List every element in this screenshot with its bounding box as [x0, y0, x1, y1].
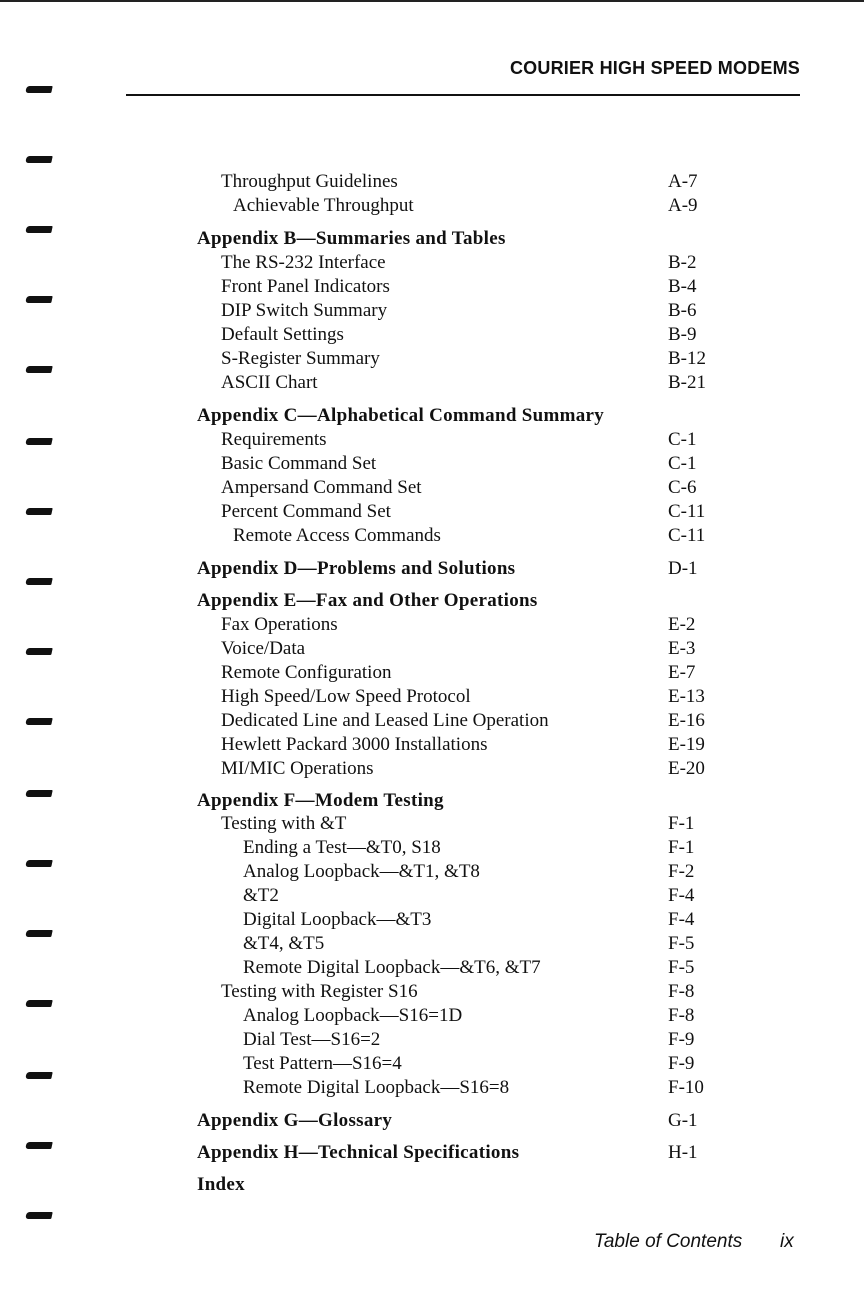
toc-entry [0, 476, 864, 500]
toc-entry-title: Remote Digital Loopback—&T6, &T7 [243, 957, 541, 978]
toc-entry-title: Voice/Data [221, 638, 306, 659]
toc-entry-title: Appendix B—Summaries and Tables [197, 228, 506, 249]
toc-entry-page: E-20 [668, 758, 705, 779]
toc-entry [0, 452, 864, 476]
toc-entry-title: Digital Loopback—&T3 [243, 909, 432, 930]
toc-entry-title: Requirements [221, 429, 327, 450]
toc-entry-page: B-9 [668, 324, 697, 345]
toc-entry-title: Fax Operations [221, 614, 338, 635]
toc-entry-page: D-1 [668, 558, 698, 579]
toc-entry-page: F-8 [668, 1005, 695, 1026]
toc-entry-title: &T2 [243, 885, 279, 906]
toc-entry-title: ASCII Chart [221, 372, 318, 393]
toc-entry [0, 757, 864, 781]
toc-entry-title: Analog Loopback—S16=1D [243, 1005, 463, 1026]
toc-entry [0, 299, 864, 323]
toc-appendix-entry [0, 789, 864, 813]
toc-entry [0, 1004, 864, 1028]
toc-entry-page: B-6 [668, 300, 697, 321]
toc-entry-title: Remote Configuration [221, 662, 392, 683]
toc-entry [0, 1052, 864, 1076]
toc-entry-page: B-12 [668, 348, 706, 369]
toc-entry-page: E-13 [668, 686, 705, 707]
toc-entry-title: DIP Switch Summary [221, 300, 388, 321]
toc-entry [0, 884, 864, 908]
toc-entry-page: A-7 [668, 171, 698, 192]
toc-entry-title: &T4, &T5 [243, 933, 325, 954]
toc-entry-title: Dial Test—S16=2 [243, 1029, 381, 1050]
toc-entry-title: Achievable Throughput [233, 195, 414, 216]
toc-entry-page: F-1 [668, 837, 695, 858]
toc-entry [0, 685, 864, 709]
toc-entry [0, 371, 864, 395]
toc-entry-title: Front Panel Indicators [221, 276, 390, 297]
toc-entry-title: Ending a Test—&T0, S18 [243, 837, 441, 858]
toc-entry [0, 323, 864, 347]
toc-entry [0, 661, 864, 685]
toc-entry-title: Testing with &T [221, 813, 347, 834]
toc-entry-title: The RS-232 Interface [221, 252, 386, 273]
toc-appendix-entry [0, 1141, 864, 1165]
toc-entry [0, 428, 864, 452]
toc-entry-page: E-16 [668, 710, 705, 731]
toc-entry-page: B-21 [668, 372, 706, 393]
toc-entry-page: F-9 [668, 1029, 695, 1050]
toc-entry-title: Hewlett Packard 3000 Installations [221, 734, 488, 755]
toc-entry [0, 980, 864, 1004]
toc-appendix-entry [0, 557, 864, 581]
toc-entry [0, 1028, 864, 1052]
toc-entry-title: Dedicated Line and Leased Line Operation [221, 710, 549, 731]
toc-entry [0, 908, 864, 932]
toc-appendix-entry [0, 1173, 864, 1197]
toc-entry-title: High Speed/Low Speed Protocol [221, 686, 471, 707]
toc-entry-title: Remote Access Commands [233, 525, 441, 546]
toc-entry-page: C-11 [668, 501, 706, 522]
toc-entry-page: F-8 [668, 981, 695, 1002]
toc-entry [0, 194, 864, 218]
toc-entry [0, 956, 864, 980]
toc-entry-page: B-2 [668, 252, 697, 273]
toc-entry-page: A-9 [668, 195, 698, 216]
toc-entry-page: C-6 [668, 477, 697, 498]
toc-appendix-entry [0, 589, 864, 613]
toc-entry-title: Appendix D—Problems and Solutions [197, 558, 516, 579]
toc-entry-title: Appendix G—Glossary [197, 1110, 393, 1131]
toc-entry-title: Analog Loopback—&T1, &T8 [243, 861, 480, 882]
toc-entry-title: Throughput Guidelines [221, 171, 398, 192]
toc-appendix-entry [0, 1109, 864, 1133]
toc-entry-page: F-5 [668, 957, 695, 978]
toc-entry-page: F-2 [668, 861, 695, 882]
toc-entry-page: B-4 [668, 276, 697, 297]
toc-entry-title: MI/MIC Operations [221, 758, 374, 779]
toc-entry [0, 524, 864, 548]
toc-entry-page: F-4 [668, 909, 695, 930]
toc-entry [0, 812, 864, 836]
toc-entry-title: Appendix H—Technical Specifications [197, 1142, 520, 1163]
footer-page-number: ix [780, 1231, 794, 1252]
toc-entry [0, 733, 864, 757]
toc-entry-title: Percent Command Set [221, 501, 391, 522]
toc-entry [0, 275, 864, 299]
toc-entry-page: H-1 [668, 1142, 698, 1163]
toc-entry [0, 932, 864, 956]
toc-entry-title: Appendix C—Alphabetical Command Summary [197, 405, 605, 426]
toc-entry [0, 347, 864, 371]
toc-entry-title: Remote Digital Loopback—S16=8 [243, 1077, 510, 1098]
toc-entry-page: C-1 [668, 429, 697, 450]
toc-entry-page: C-11 [668, 525, 706, 546]
toc-entry-page: E-3 [668, 638, 696, 659]
toc-entry [0, 613, 864, 637]
toc-entry [0, 1076, 864, 1100]
toc-entry [0, 637, 864, 661]
toc-entry [0, 860, 864, 884]
toc-entry-page: C-1 [668, 453, 697, 474]
toc-entry-page: F-10 [668, 1077, 704, 1098]
toc-entry-page: F-5 [668, 933, 695, 954]
toc-entry-title: Appendix F—Modem Testing [197, 790, 444, 811]
toc-entry-title: Test Pattern—S16=4 [243, 1053, 402, 1074]
toc-entry-page: E-7 [668, 662, 696, 683]
toc-entry-page: F-4 [668, 885, 695, 906]
toc-entry-title: Appendix E—Fax and Other Operations [197, 590, 538, 611]
toc-entry-page: F-1 [668, 813, 695, 834]
toc-entry-title: Testing with Register S16 [221, 981, 418, 1002]
toc-entry-page: F-9 [668, 1053, 695, 1074]
toc-appendix-entry [0, 227, 864, 251]
toc-entry [0, 709, 864, 733]
toc-entry [0, 170, 864, 194]
running-header-title: COURIER HIGH SPEED MODEMS [509, 58, 800, 78]
toc-entry-page: E-2 [668, 614, 696, 635]
toc-entry [0, 836, 864, 860]
toc-entry-title: S-Register Summary [221, 348, 380, 369]
toc-appendix-entry [0, 404, 864, 428]
toc-entry-page: G-1 [668, 1110, 698, 1131]
toc-entry-page: E-19 [668, 734, 705, 755]
toc-entry-title: Index [197, 1174, 245, 1195]
toc-entry [0, 500, 864, 524]
toc-entry-title: Basic Command Set [221, 453, 377, 474]
toc-entry-title: Default Settings [221, 324, 344, 345]
toc-entry [0, 251, 864, 275]
toc-entry-title: Ampersand Command Set [221, 477, 422, 498]
footer-section-title: Table of Contents [594, 1231, 743, 1252]
